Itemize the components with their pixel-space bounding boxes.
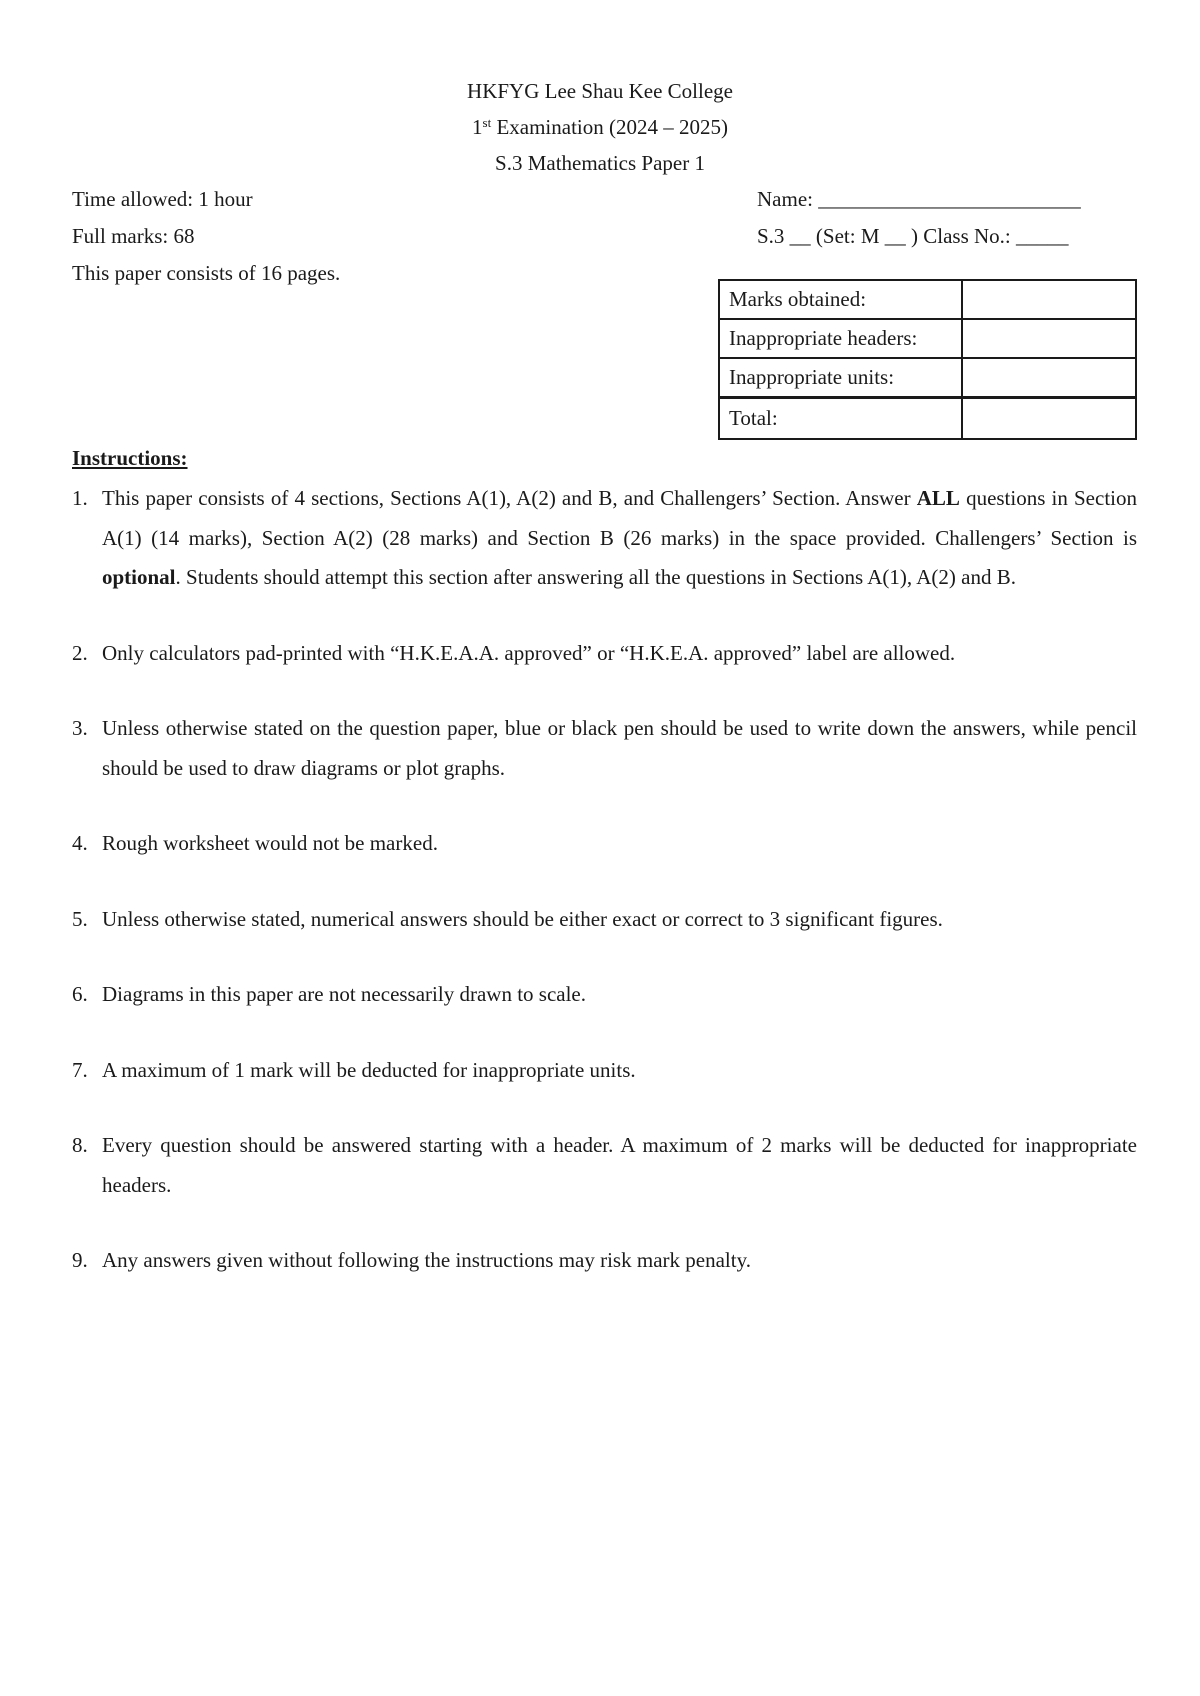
exam-title-rest: Examination (2024 – 2025) (491, 115, 728, 139)
marks-row (719, 358, 1136, 398)
instruction-item (72, 479, 1137, 598)
paper-header (0, 76, 1200, 184)
instruction-number: 9. (72, 1248, 88, 1272)
instruction-item (72, 1241, 1137, 1281)
marks-obtained-value[interactable] (962, 280, 1136, 319)
marks-table (718, 279, 1137, 440)
instruction-emphasis: ALL (916, 486, 960, 510)
instruction-text: Diagrams in this paper are not necessarily drawn to scale. (102, 982, 586, 1006)
instruction-number: 2. (72, 640, 88, 665)
student-info (757, 184, 1081, 258)
time-allowed: Time allowed: 1 hour (72, 187, 253, 211)
inappropriate-units-value[interactable] (962, 358, 1136, 398)
paper-title: S.3 Mathematics Paper 1 (495, 151, 705, 175)
marks-row (719, 319, 1136, 358)
total-value[interactable] (962, 398, 1136, 440)
instruction-item (72, 1051, 1137, 1091)
instruction-text: . Students should attempt this section after answering all the questions in Sections A(1), A(2) and B. (175, 565, 1016, 589)
instruction-text: Any answers given without following the instructions may risk mark penalty. (102, 1248, 751, 1272)
instruction-item (72, 975, 1137, 1015)
instruction-text: A maximum of 1 mark will be deducted for inappropriate units. (102, 1057, 636, 1082)
instruction-emphasis: optional (102, 565, 176, 589)
exam-ordinal: 1 (472, 115, 483, 139)
inappropriate-headers-value[interactable] (962, 319, 1136, 358)
instruction-text: Only calculators pad-printed with “H.K.E.A.A. approved” or “H.K.E.A. approved” label are allowed. (102, 640, 956, 665)
name-field[interactable]: Name: _________________________ (757, 187, 1081, 211)
instruction-text: Unless otherwise stated on the question paper, blue or black pen should be used to write down the answers, while pencil should be used to draw diagrams or plot graphs. (102, 716, 1137, 780)
instruction-text: Unless otherwise stated, numerical answers should be either exact or correct to 3 significant figures. (102, 906, 943, 931)
instruction-number: 5. (72, 906, 88, 931)
marks-obtained-label: Marks obtained: (719, 280, 962, 319)
school-name: HKFYG Lee Shau Kee College (467, 79, 733, 103)
exam-title (0, 112, 1200, 148)
inappropriate-headers-label: Inappropriate headers: (719, 319, 962, 358)
instruction-number: 4. (72, 831, 88, 855)
instructions-list (72, 479, 1137, 1317)
exam-ordinal-suffix: st (482, 115, 492, 130)
marks-total-row (719, 398, 1136, 440)
total-label: Total: (719, 398, 962, 440)
instructions-heading: Instructions: (72, 446, 188, 470)
exam-info (72, 184, 340, 295)
instruction-text: Every question should be answered starting with a header. A maximum of 2 marks will be deducted for inappropriate headers. (102, 1133, 1137, 1197)
instruction-item (72, 900, 1137, 940)
instruction-number: 1. (72, 486, 88, 510)
instruction-item (72, 634, 1137, 674)
instruction-item (72, 824, 1137, 864)
instruction-text: questions in Section A(1) (14 marks), Section A(2) (28 marks) and Section B (26 marks) in the space provided. Challengers’ Section is (102, 486, 1137, 550)
class-field[interactable]: S.3 __ (Set: M __ ) Class No.: _____ (757, 224, 1069, 248)
instruction-number: 3. (72, 716, 88, 740)
instruction-number: 6. (72, 982, 88, 1006)
instruction-item (72, 1126, 1137, 1205)
instruction-number: 8. (72, 1133, 88, 1157)
inappropriate-units-label: Inappropriate units: (719, 358, 962, 398)
full-marks: Full marks: 68 (72, 224, 195, 248)
instruction-item (72, 709, 1137, 788)
instruction-text: Rough worksheet would not be marked. (102, 831, 438, 855)
page-count: This paper consists of 16 pages. (72, 261, 341, 285)
instruction-number: 7. (72, 1057, 88, 1082)
instruction-text: This paper consists of 4 sections, Sections A(1), A(2) and B, and Challengers’ Section. Answer (102, 486, 917, 510)
marks-row (719, 280, 1136, 319)
